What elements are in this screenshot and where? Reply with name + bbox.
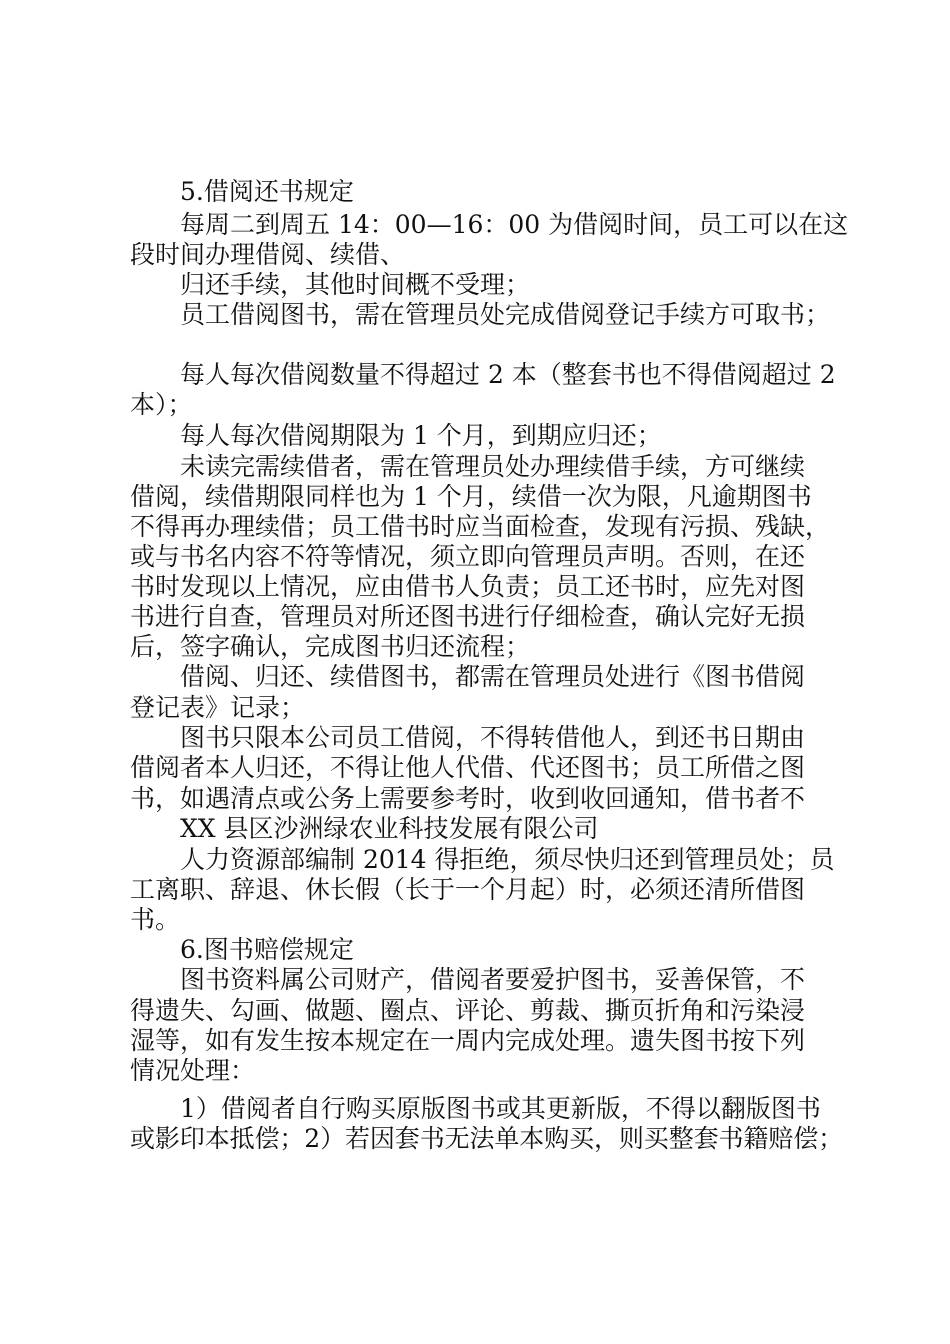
text-line: 人力资源部编制 2014 得拒绝，须尽快归还到管理员处；员 xyxy=(180,845,835,874)
text-line: 员工借阅图书，需在管理员处完成借阅登记手续方可取书； xyxy=(180,300,831,329)
text-line: 归还手续，其他时间概不受理； xyxy=(180,270,531,299)
text-line: 得遗失、勾画、做题、圈点、评论、剪裁、撕页折角和污染浸 xyxy=(130,996,806,1025)
text-line: 1）借阅者自行购买原版图书或其更新版，不得以翻版图书 xyxy=(180,1094,821,1123)
text-line: 每人每次借阅期限为 1 个月，到期应归还； xyxy=(180,421,662,450)
text-line: 借阅，续借期限同样也为 1 个月，续借一次为限，凡逾期图书 xyxy=(130,482,812,511)
text-line: 书时发现以上情况，应由借书人负责；员工还书时，应先对图 xyxy=(130,572,806,601)
text-line: 书进行自查，管理员对所还图书进行仔细检查，确认完好无损 xyxy=(130,602,806,631)
text-line: 每周二到周五 14：00—16：00 为借阅时间，员工可以在这 xyxy=(180,210,849,239)
text-line: 或影印本抵偿；2）若因套书无法单本购买，则买整套书籍赔偿； xyxy=(130,1124,844,1153)
company-name: XX 县区沙洲绿农业科技发展有限公司 xyxy=(180,814,599,843)
text-line: 或与书名内容不符等情况，须立即向管理员声明。否则，在还 xyxy=(130,542,806,571)
text-line: 书，如遇清点或公务上需要参考时，收到收回通知，借书者不 xyxy=(130,784,806,813)
text-line: 登记表》记录； xyxy=(130,693,306,722)
text-line: 图书资料属公司财产，借阅者要爱护图书，妥善保管，不 xyxy=(180,965,806,994)
text-line: 每人每次借阅数量不得超过 2 本（整套书也不得借阅超过 2 xyxy=(180,360,836,389)
section-heading-compensation: 6.图书赔偿规定 xyxy=(180,935,354,964)
text-line: 情况处理： xyxy=(130,1056,256,1085)
text-line: 书。 xyxy=(130,905,181,934)
text-line: 未读完需续借者，需在管理员处办理续借手续，方可继续 xyxy=(180,452,806,481)
text-line: 湿等，如有发生按本规定在一周内完成处理。遗失图书按下列 xyxy=(130,1026,806,1055)
text-line: 不得再办理续借；员工借书时应当面检查，发现有污损、残缺， xyxy=(130,512,831,541)
text-line: 段时间办理借阅、续借、 xyxy=(130,240,406,269)
text-line: 工离职、辞退、休长假（长于一个月起）时，必须还清所借图 xyxy=(130,875,806,904)
text-line: 后，签字确认，完成图书归还流程； xyxy=(130,632,531,661)
text-line: 借阅者本人归还，不得让他人代借、代还图书；员工所借之图 xyxy=(130,753,806,782)
text-line: 图书只限本公司员工借阅，不得转借他人，到还书日期由 xyxy=(180,723,806,752)
text-line: 借阅、归还、续借图书，都需在管理员处进行《图书借阅 xyxy=(180,662,806,691)
section-heading-borrow-return: 5.借阅还书规定 xyxy=(180,177,354,206)
text-line: 本）； xyxy=(130,390,193,419)
